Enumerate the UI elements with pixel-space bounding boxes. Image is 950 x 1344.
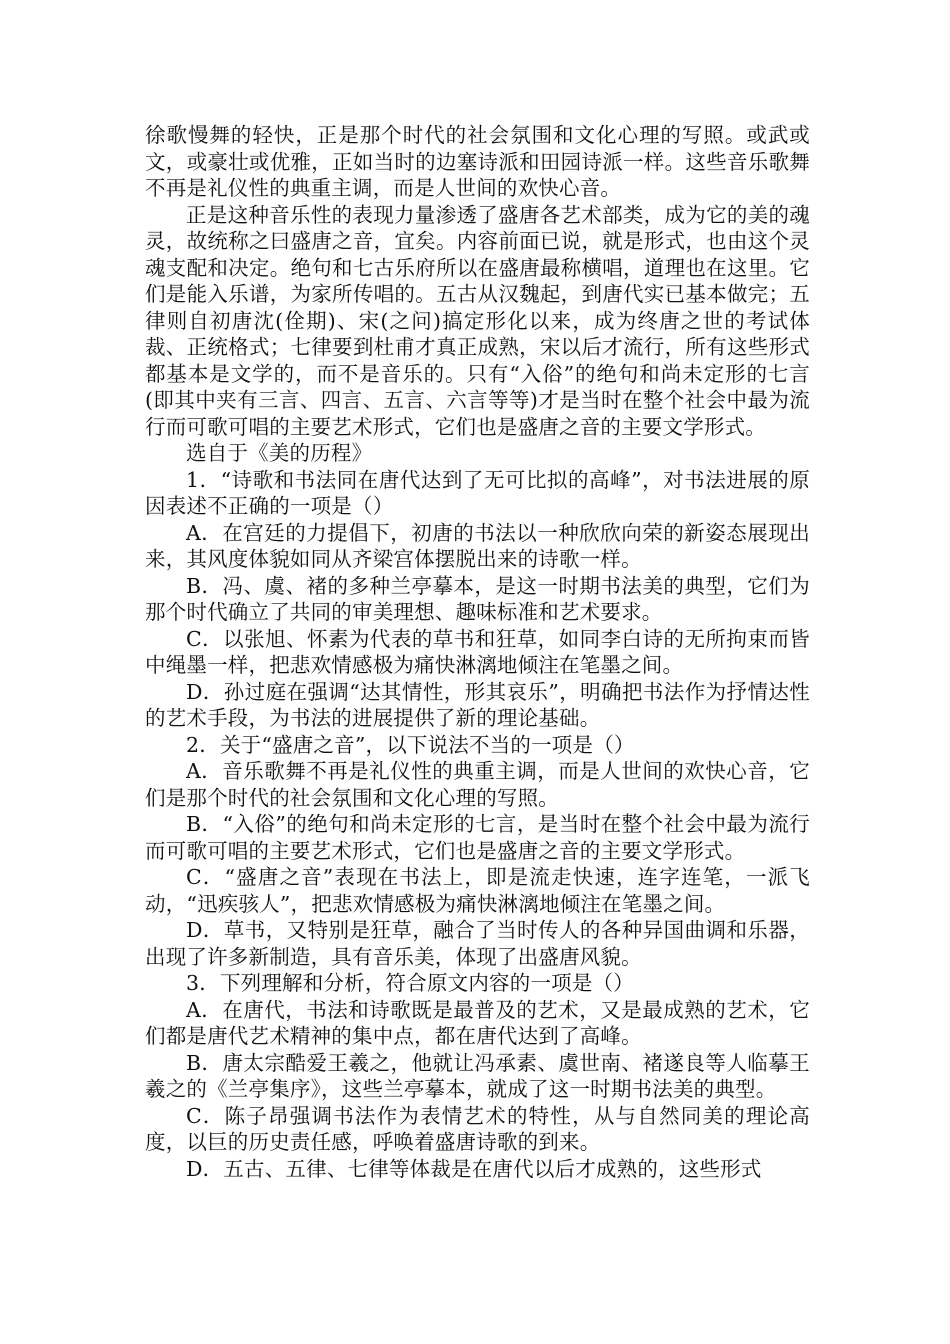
source-citation: 选自于《美的历程》 (186, 441, 373, 465)
question-1-option-b: B．冯、虞、褚的多种兰亭摹本，是这一时期书法美的典型，它们为那个时代确立了共同的审美理想、趣味标准和艺术要求。 (145, 573, 810, 624)
question-2-option-a: A．音乐歌舞不再是礼仪性的典重主调，而是人世间的欢快心音，它们是那个时代的社会氛围和文化心理的写照。 (145, 759, 810, 810)
question-2-option-b: B．“入俗”的绝句和尚未定形的七言，是当时在整个社会中最为流行而可歌可唱的主要艺术形式，它们也是盛唐之音的主要文学形式。 (145, 812, 810, 863)
question-1-option-a: A．在宫廷的力提倡下，初唐的书法以一种欣欣向荣的新姿态展现出来，其风度体貌如同从齐梁宫体摆脱出来的诗歌一样。 (145, 520, 810, 571)
paragraph: 徐歌慢舞的轻快，正是那个时代的社会氛围和文化心理的写照。或武或文，或豪壮或优雅，正如当时的边塞诗派和田园诗派一样。这些音乐歌舞不再是礼仪性的典重主调，而是人世间的欢快心音。 (145, 123, 810, 200)
question-3-option-a: A．在唐代，书法和诗歌既是最普及的艺术，又是最成熟的艺术，它们都是唐代艺术精神的集中点，都在唐代达到了高峰。 (145, 997, 810, 1048)
question-2-option-c: C．“盛唐之音”表现在书法上，即是流走快速，连字连笔，一派飞动，“迅疾骇人”，把悲欢情感极为痛快淋漓地倾注在笔墨之间。 (145, 865, 810, 916)
question-3-option-b: B．唐太宗酷爱王羲之，他就让冯承素、虞世南、褚遂良等人临摹王羲之的《兰亭集序》，这些兰亭摹本，就成了这一时期书法美的典型。 (145, 1050, 810, 1101)
question-2-option-d: D．草书，又特别是狂草，融合了当时传人的各种异国曲调和乐器，出现了许多新制造，具有音乐美，体现了出盛唐风貌。 (145, 918, 810, 969)
question-3-option-c: C．陈子昂强调书法作为表情艺术的特性，从与自然同美的理论高度，以巨的历史责任感，呼唤着盛唐诗歌的到来。 (145, 1103, 810, 1154)
question-1-option-c: C．以张旭、怀素为代表的草书和狂草，如同李白诗的无所拘束而皆中绳墨一样，把悲欢情感极为痛快淋漓地倾注在笔墨之间。 (145, 626, 810, 677)
question-3: 3．下列理解和分析，符合原文内容的一项是（） (186, 971, 634, 995)
question-1-option-d: D．孙过庭在强调“达其情性，形其哀乐”，明确把书法作为抒情达性的艺术手段，为书法的进展提供了新的理论基础。 (145, 679, 810, 730)
question-3-option-d: D．五古、五律、七律等体裁是在唐代以后才成熟的，这些形式 (186, 1156, 762, 1181)
paragraph: 正是这种音乐性的表现力量渗透了盛唐各艺术部类，成为它的美的魂灵，故统称之曰盛唐之音，宜矣。内容前面已说，就是形式，也由这个灵魂支配和决定。绝句和七古乐府所以在盛唐最称横唱，道理也在这里。它们是能入乐谱，为家所传唱的。五古从汉魏起，到唐代实已基本做完；五律则自初唐沈(佺期)、宋(之问)搞定形化以来，成为终唐之世的考试体裁、正统格式；七律要到杜甫才真正成熟，宋以后才流行，所有这些形式都基本是文学的，而不是音乐的。只有“入俗”的绝句和尚未定形的七言(即其中夹有三言、四言、五言、六言等等)才是当时在整个社会中最为流行而可歌可唱的主要艺术形式，它们也是盛唐之音的主要文学形式。 (145, 202, 810, 439)
document-page (145, 122, 810, 1182)
question-2: 2．关于“盛唐之音”，以下说法不当的一项是（） (186, 732, 635, 757)
question-1: 1．“诗歌和书法同在唐代达到了无可比拟的高峰”，对书法进展的原因表述不正确的一项是（） (145, 467, 810, 518)
